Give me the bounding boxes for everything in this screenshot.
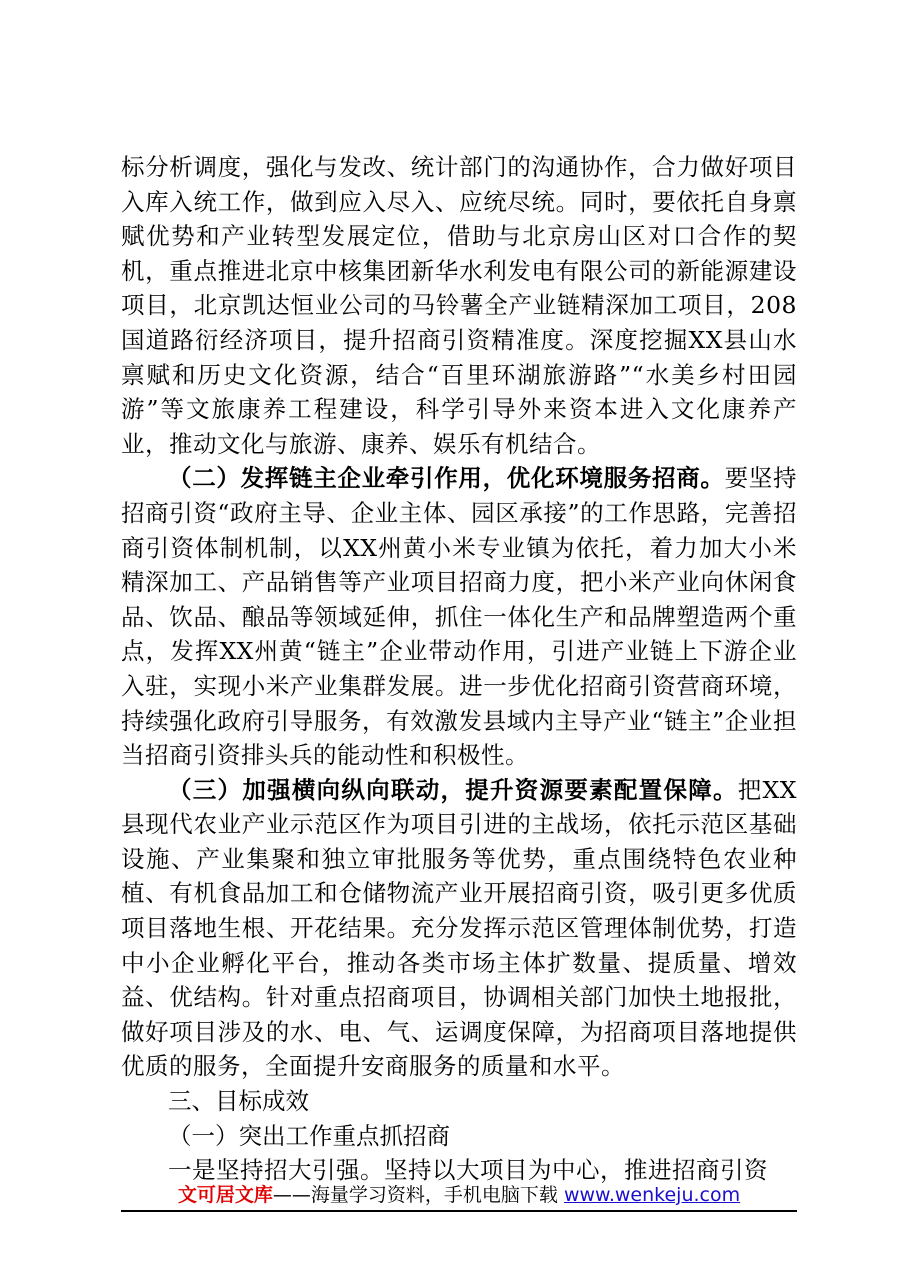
paragraph-3-lead: （三）加强横向纵向联动，提升资源要素配置保障。 — [168, 775, 738, 804]
footer-divider — [121, 1210, 797, 1212]
footer-banner — [121, 1180, 797, 1207]
paragraph-2-lead: （二）发挥链主企业牵引作用，优化环境服务招商。 — [168, 464, 725, 493]
document-body — [121, 150, 797, 1188]
footer-slogan: ——海量学习资料，手机电脑下载 — [272, 1184, 558, 1206]
footer-brand: 文可居文库 — [177, 1184, 273, 1206]
footer-link[interactable]: www.wenkeju.com — [563, 1184, 741, 1206]
paragraph-4: 一是坚持招大引强。坚持以大项目为中心，推进招商引资 — [168, 1156, 768, 1185]
paragraph-3 — [121, 773, 797, 1084]
paragraph-3-body: 把XX县现代农业产业示范区作为项目引进的主战场，依托示范区基础设施、产业集聚和独立审批服务等优势，重点围绕特色农业种植、有机食品加工和仓储物流产业开展招商引资，吸引更多优质项目落地生根、开花结果。充分发挥示范区管理体制优势，打造中小企业孵化平台，推动各类市场主体扩数量、提质量、增效益、优结构。针对重点招商项目，协调相关部门加快土地报批，做好项目涉及的水、电、气、运调度保障，为招商项目落地提供优质的服务，全面提升安商服务的质量和水平。 — [121, 775, 797, 1081]
paragraph-1: 标分析调度，强化与发改、统计部门的沟通协作，合力做好项目入库入统工作，做到应入尽入、应统尽统。同时，要依托自身禀赋优势和产业转型发展定位，借助与北京房山区对口合作的契机，重点推进北京中核集团新华水利发电有限公司的新能源建设项目，北京凯达恒业公司的马铃薯全产业链精深加工项目，208国道路衍经济项目，提升招商引资精准度。深度挖掘XX县山水禀赋和历史文化资源，结合“百里环湖旅游路”“水美乡村田园游”等文旅康养工程建设，科学引导外来资本进入文化康养产业，推动文化与旅游、康养、娱乐有机结合。 — [121, 153, 797, 458]
section-heading-3: 三、目标成效 — [168, 1087, 309, 1116]
subheading-1: （一）突出工作重点抓招商 — [168, 1121, 450, 1150]
paragraph-2 — [121, 461, 797, 772]
paragraph-2-body: 要坚持招商引资“政府主导、企业主体、园区承接”的工作思路，完善招商引资体制机制，以XX州黄小米专业镇为依托，着力加大小米精深加工、产品销售等产业项目招商力度，把小米产业向休闲食品、饮品、酿品等领域延伸，抓住一体化生产和品牌塑造两个重点，发挥XX州黄“链主”企业带动作用，引进产业链上下游企业入驻，实现小米产业集群发展。进一步优化招商引资营商环境，持续强化政府引导服务，有效激发县域内主导产业“链主”企业担当招商引资排头兵的能动性和积极性。 — [121, 464, 798, 770]
